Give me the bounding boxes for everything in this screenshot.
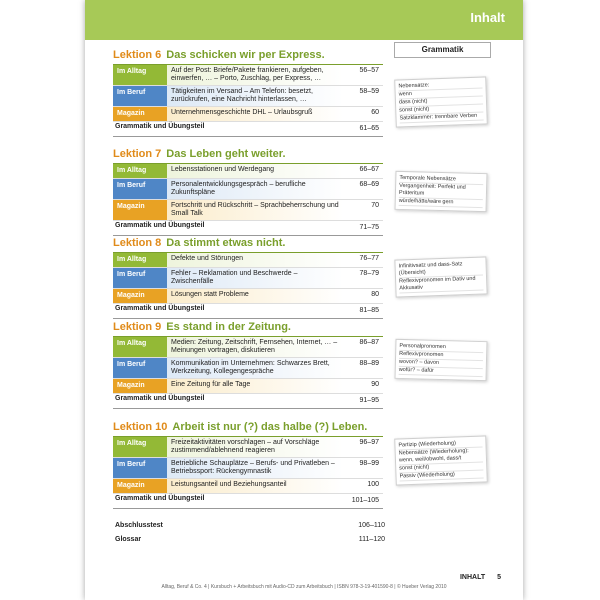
lesson-name: Da stimmt etwas nicht. — [166, 237, 286, 249]
grammar-note-item: sonst (nicht) — [399, 105, 483, 116]
page-range: 58–59 — [359, 88, 379, 95]
category-label: Im Alltag — [113, 437, 167, 457]
page-range: 78–79 — [359, 270, 379, 277]
publication-info: Alltag, Beruf & Co. 4 | Kursbuch + Arbeitsbuch mit Audio-CD zum Arbeitsbuch | ISBN 978-3-19-401590-8 | © Hueber Verlag 2010 — [161, 584, 447, 590]
toc-row — [113, 200, 383, 221]
summary-row — [113, 494, 383, 509]
summary-pages: 101–105 — [351, 497, 379, 504]
summary-label: Grammatik und Übungsteil — [115, 123, 205, 130]
page-range: 60 — [371, 109, 379, 116]
grammar-note-item: Nebensätze: — [398, 81, 482, 92]
topic-description: Defekte und Störungen — [167, 253, 343, 267]
summary-row — [113, 221, 383, 236]
lesson-number: Lektion 7 — [113, 148, 162, 160]
grammar-note-card — [394, 339, 487, 381]
grammar-note-item: wofür? – dafür — [399, 367, 483, 377]
extra-row-glossar — [115, 536, 385, 543]
toc-row — [113, 358, 383, 379]
extra-label: Abschlusstest — [115, 522, 163, 529]
toc-row — [113, 289, 383, 304]
topic-description: Lösungen statt Probleme — [167, 289, 343, 303]
grammar-note-card — [394, 435, 488, 485]
grammar-column-label: Grammatik — [394, 42, 491, 58]
category-label: Magazin — [113, 200, 167, 220]
toc-row — [113, 268, 383, 289]
lesson-name: Es stand in der Zeitung. — [166, 321, 291, 333]
grammar-note-item: Passiv (Wiederholung) — [399, 471, 483, 482]
lesson-block — [113, 48, 383, 137]
page-range: 96–97 — [359, 439, 379, 446]
summary-pages: 91–95 — [359, 397, 379, 404]
toc-row — [113, 179, 383, 200]
extra-pages: 106–110 — [358, 522, 385, 529]
grammar-note-item: dass (nicht) — [399, 97, 483, 108]
lesson-title — [113, 236, 383, 250]
summary-label: Grammatik und Übungsteil — [115, 495, 205, 502]
grammar-note-item: Nebensätze (Wiederholung): wenn, weil/obwohl, dass/t — [399, 448, 483, 466]
page-range: 100 — [367, 481, 379, 488]
summary-label: Grammatik und Übungsteil — [115, 305, 205, 312]
topic-description: Freizeitaktivitäten vorschlagen – auf Vorschläge zustimmend/ablehnend reagieren — [167, 437, 343, 457]
topic-description: Unternehmensgeschichte DHL – Urlaubsgruß — [167, 107, 343, 121]
grammar-note-item: Infinitivsatz und dass-Satz (Übersicht) — [399, 261, 483, 279]
page-range: 68–69 — [359, 181, 379, 188]
topic-description: Medien: Zeitung, Zeitschrift, Fernsehen, Internet, … – Meinungen vortragen, diskutieren — [167, 337, 343, 357]
grammar-note-item: Satzklammer: trennbare Verben — [399, 113, 483, 124]
topic-description: Kommunikation im Unternehmen: Schwarzes Brett, Werkzeitung, Kollegengespräche — [167, 358, 343, 378]
category-label: Magazin — [113, 289, 167, 303]
category-label: Im Beruf — [113, 458, 167, 478]
category-label: Magazin — [113, 107, 167, 121]
lesson-block — [113, 320, 383, 409]
page-number: 5 — [497, 574, 501, 581]
summary-row — [113, 304, 383, 319]
grammar-note-item: wenn — [399, 89, 483, 100]
category-label: Im Alltag — [113, 164, 167, 178]
grammar-note-item: sonst (nicht) — [399, 463, 483, 474]
page-title: Inhalt — [470, 10, 505, 25]
book-page — [85, 0, 523, 600]
footer-section — [450, 574, 501, 581]
toc-row — [113, 337, 383, 358]
lesson-title — [113, 48, 383, 62]
extra-label: Glossar — [115, 536, 142, 543]
page-range: 70 — [371, 202, 379, 209]
page-range: 66–67 — [359, 166, 379, 173]
page-range: 90 — [371, 381, 379, 388]
toc-row — [113, 379, 383, 394]
toc-row — [113, 107, 383, 122]
grammar-note-card — [395, 171, 488, 212]
category-label: Im Beruf — [113, 86, 167, 106]
grammar-note-card — [394, 76, 488, 127]
grammar-note-item: Personalpronomen — [399, 343, 483, 353]
toc-row — [113, 65, 383, 86]
category-label: Im Beruf — [113, 358, 167, 378]
toc-row — [113, 437, 383, 458]
header-band — [85, 0, 523, 40]
grammar-note-item: wovon? – davon — [399, 359, 483, 369]
summary-label: Grammatik und Übungsteil — [115, 222, 205, 229]
toc-row — [113, 458, 383, 479]
topic-description: Betriebliche Schauplätze – Berufs- und Privatleben – Betriebssport: Rückengymnastik — [167, 458, 343, 478]
topic-description: Lebensstationen und Werdegang — [167, 164, 343, 178]
lesson-number: Lektion 9 — [113, 321, 162, 333]
summary-label: Grammatik und Übungsteil — [115, 395, 205, 402]
category-label: Im Alltag — [113, 253, 167, 267]
lesson-title — [113, 420, 383, 434]
category-label: Im Alltag — [113, 65, 167, 85]
grammar-note-item: Reflexivpronomen — [399, 351, 483, 361]
topic-description: Fortschritt und Rückschritt – Sprachbeherrschung und Small Talk — [167, 200, 343, 220]
grammar-note-card — [394, 256, 487, 297]
summary-row — [113, 122, 383, 137]
toc-row — [113, 86, 383, 107]
grammar-note-item: Partizip (Wiederholung) — [398, 440, 482, 451]
footer-section-label: INHALT — [459, 574, 486, 581]
summary-pages: 61–65 — [359, 125, 379, 132]
page-range: 56–57 — [359, 67, 379, 74]
category-label: Magazin — [113, 479, 167, 493]
extra-pages: 111–120 — [358, 536, 385, 543]
summary-row — [113, 394, 383, 409]
category-label: Im Beruf — [113, 179, 167, 199]
summary-pages: 71–75 — [359, 224, 379, 231]
lesson-title — [113, 320, 383, 334]
grammar-note-item: würde/hätte/wäre gern — [399, 198, 483, 208]
page-range: 88–89 — [359, 360, 379, 367]
toc-row — [113, 253, 383, 268]
topic-description: Tätigkeiten im Versand – Am Telefon: besetzt, zurückrufen, eine Nachricht hinterlassen, … — [167, 86, 343, 106]
summary-pages: 81–85 — [359, 307, 379, 314]
page-range: 80 — [371, 291, 379, 298]
topic-description: Personalentwicklungsgespräch – berufliche Zukunftspläne — [167, 179, 343, 199]
page-range: 86–87 — [359, 339, 379, 346]
extra-row-abschlusstest — [115, 522, 385, 529]
category-label: Im Alltag — [113, 337, 167, 357]
category-label: Magazin — [113, 379, 167, 393]
lesson-block — [113, 147, 383, 236]
grammar-note-item: Reflexivpronomen im Dativ und Akkusativ — [399, 276, 483, 294]
page-range: 76–77 — [359, 255, 379, 262]
topic-description: Auf der Post: Briefe/Pakete frankieren, aufgeben, einwerfen, … – Porto, Zuschlag, per Express, … — [167, 65, 343, 85]
lesson-number: Lektion 10 — [113, 421, 168, 433]
lesson-number: Lektion 6 — [113, 49, 162, 61]
lesson-name: Das Leben geht weiter. — [166, 148, 286, 160]
grammar-note-item: Temporale Nebensätze — [399, 175, 483, 185]
grammar-note-item: Vergangenheit: Perfekt und Präteritum — [399, 183, 483, 200]
lesson-block — [113, 420, 383, 509]
lesson-title — [113, 147, 383, 161]
topic-description: Eine Zeitung für alle Tage — [167, 379, 343, 393]
toc-row — [113, 164, 383, 179]
lesson-name: Das schicken wir per Express. — [166, 49, 325, 61]
topic-description: Leistungsanteil und Beziehungsanteil — [167, 479, 343, 493]
topic-description: Fehler – Reklamation und Beschwerde – Zwischenfälle — [167, 268, 343, 288]
lesson-number: Lektion 8 — [113, 237, 162, 249]
lesson-block — [113, 236, 383, 319]
lesson-name: Arbeit ist nur (?) das halbe (?) Leben. — [172, 421, 368, 433]
category-label: Im Beruf — [113, 268, 167, 288]
page-range: 98–99 — [359, 460, 379, 467]
toc-row — [113, 479, 383, 494]
